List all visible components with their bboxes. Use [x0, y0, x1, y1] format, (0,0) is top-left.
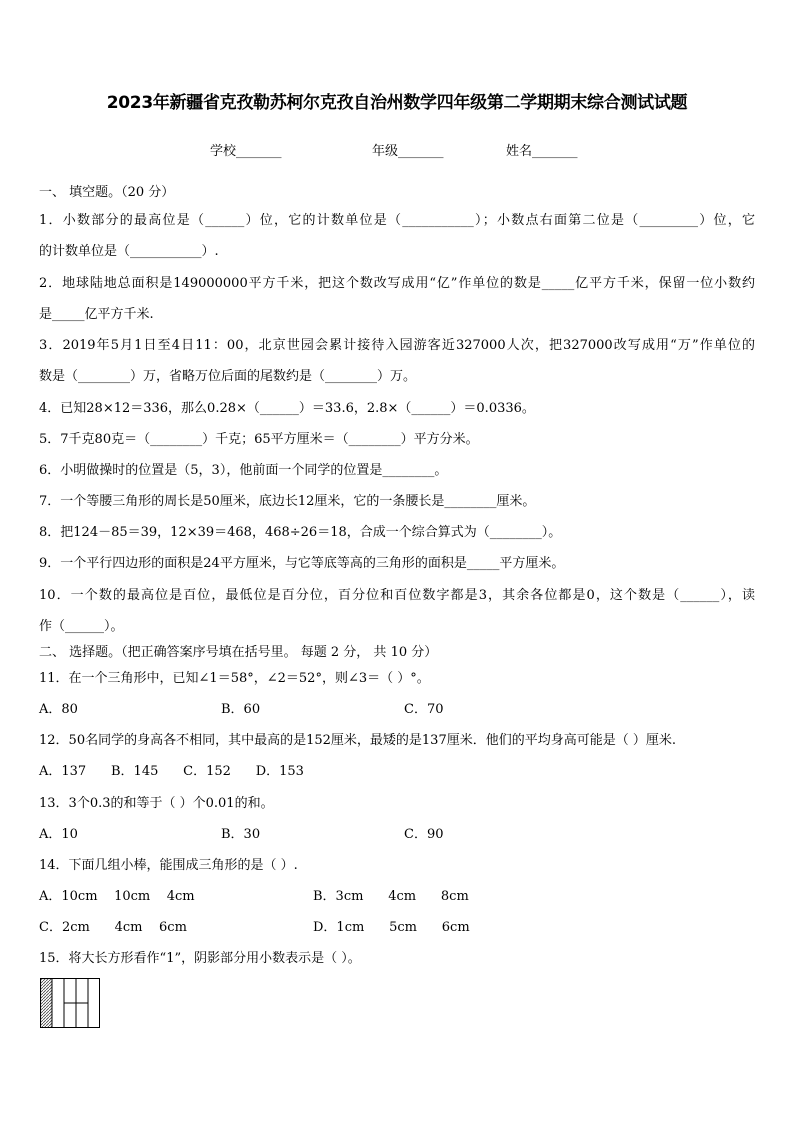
question-2-line-1: 2．地球陆地总面积是149000000平方千米，把这个数改写成用“亿”作单位的数是_____亿平方千米，保留一位小数约 [39, 276, 755, 291]
question-15-figure [40, 978, 100, 1028]
question-10-line-2: 作（______）。 [39, 619, 124, 634]
question-14-option-d: D．1cm 5cm 6cm [313, 920, 470, 935]
question-14-option-b: B．3cm 4cm 8cm [313, 889, 469, 904]
question-5: 5．7千克80克＝（________）千克；65平方厘米＝（________）平方分米。 [39, 432, 479, 447]
name-field: 姓名_______ [506, 144, 578, 159]
question-3-line-2: 数是（________）万，省略万位后面的尾数约是（________）万。 [39, 369, 417, 384]
question-15-stem: 15．将大长方形看作“1”，阴影部分用小数表示是（ ）。 [39, 951, 361, 966]
question-12-stem: 12．50名同学的身高各不相同，其中最高的是152厘米，最矮的是137厘米．他们的平均身高可能是（ ）厘米. [39, 733, 676, 748]
school-field: 学校_______ [210, 144, 282, 159]
question-9: 9．一个平行四边形的面积是24平方厘米，与它等底等高的三角形的面积是_____平方厘米。 [39, 556, 565, 571]
question-14-option-a: A．10cm 10cm 4cm [39, 889, 195, 904]
question-11-option-a: A．80 [39, 702, 78, 717]
question-4: 4．已知28×12＝336，那么0.28×（______）＝33.6，2.8×（______）＝0.0336。 [39, 401, 535, 416]
question-13-stem: 13．3个0.3的和等于（ ）个0.01的和。 [39, 796, 274, 811]
section-1-heading: 一、 填空题。（20 分） [39, 185, 175, 200]
question-13-option-b: B．30 [221, 827, 261, 842]
grade-field: 年级_______ [372, 144, 444, 159]
question-1-line-1: 1．小数部分的最高位是（______）位，它的计数单位是（___________）；小数点右面第二位是（_________）位，它 [39, 213, 755, 228]
question-13-option-a: A．10 [39, 827, 78, 842]
question-11-option-c: C．70 [404, 702, 444, 717]
question-3-line-1: 3．2019年5月1日至4日11：00，北京世园会累计接待入园游客近327000人次，把327000改写成用“万”作单位的 [39, 338, 755, 353]
question-13-option-c: C．90 [404, 827, 444, 842]
question-6: 6．小明做操时的位置是（5，3），他前面一个同学的位置是________。 [39, 463, 448, 478]
question-12-options: A．137 B．145 C．152 D．153 [39, 764, 304, 779]
section-2-heading: 二、 选择题。（把正确答案序号填在括号里。 每题 2 分， 共 10 分） [39, 645, 438, 660]
question-2-line-2: 是_____亿平方千米. [39, 307, 154, 322]
question-14-stem: 14．下面几组小棒，能围成三角形的是（ ）. [39, 858, 298, 873]
shaded-region [41, 979, 52, 1028]
question-1-line-2: 的计数单位是（___________）. [39, 244, 219, 259]
question-11-option-b: B．60 [221, 702, 261, 717]
question-10-line-1: 10．一个数的最高位是百位，最低位是百分位，百分位和百位数字都是3，其余各位都是0，这个数是（______），读 [39, 588, 755, 603]
question-11-stem: 11．在一个三角形中，已知∠1＝58°，∠2＝52°，则∠3＝（ ）°。 [39, 671, 430, 686]
page-title: 2023年新疆省克孜勒苏柯尔克孜自治州数学四年级第二学期期末综合测试试题 [106, 93, 688, 113]
question-7: 7．一个等腰三角形的周长是50厘米，底边长12厘米，它的一条腰长是________厘米。 [39, 494, 536, 509]
question-8: 8．把124－85＝39，12×39＝468，468÷26＝18，合成一个综合算式为（________）。 [39, 525, 562, 540]
question-14-option-c: C．2cm 4cm 6cm [39, 920, 187, 935]
